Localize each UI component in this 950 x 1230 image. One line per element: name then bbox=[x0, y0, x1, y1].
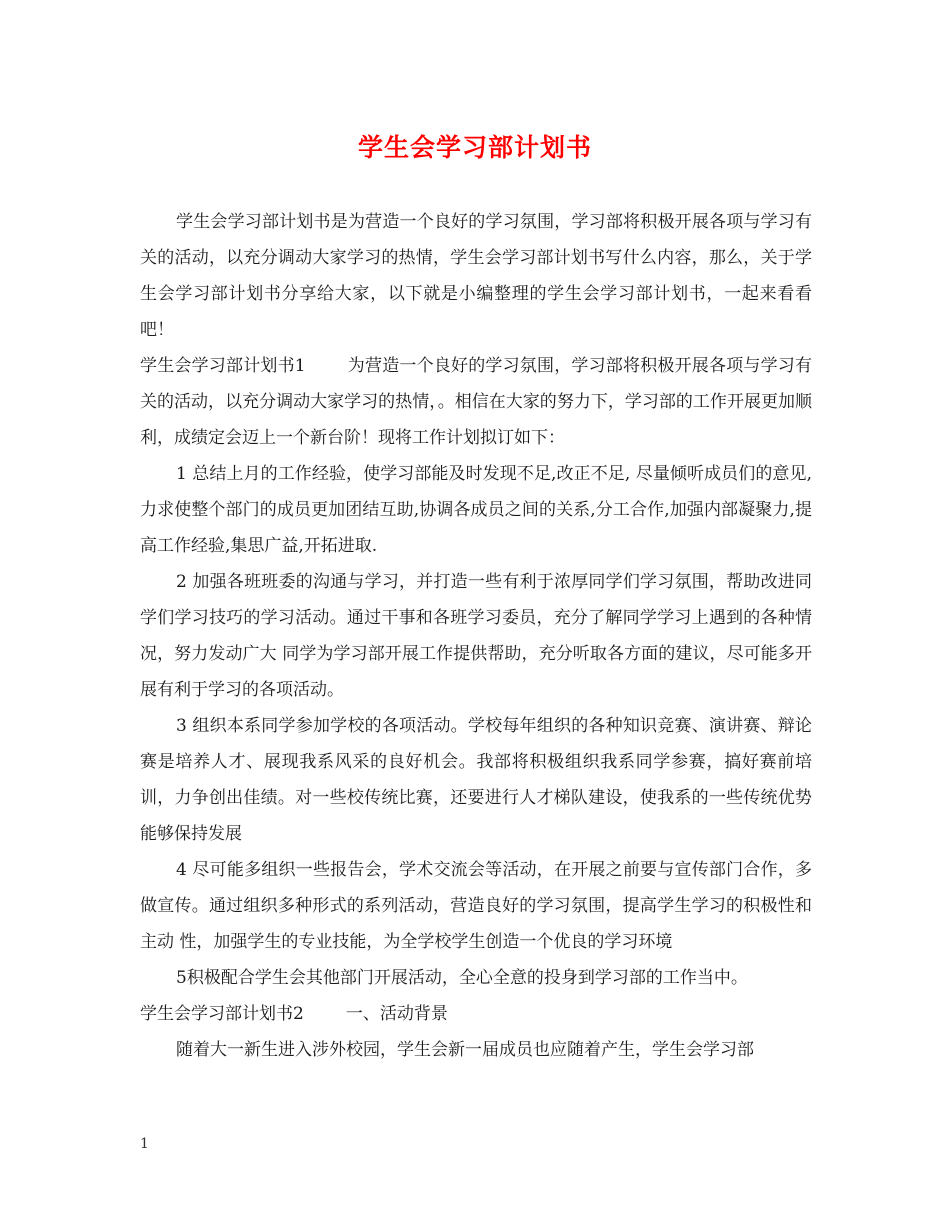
section-2-text: 一、活动背景 bbox=[345, 1004, 448, 1024]
section-2-heading: 学生会学习部计划书2 bbox=[140, 1004, 304, 1024]
section-1-text: 为营造一个良好的学习氛围，学习部将积极开展各项与学习有关的活动，以充分调动大家学习的热情，。相信在大家的努力下，学习部的工作开展更加顺利，成绩定会迈上一个新台阶！现将工作计划拟订如下： bbox=[140, 356, 812, 448]
document-title: 学生会学习部计划书 bbox=[357, 133, 592, 162]
plan-item-3: 3 组织本系同学参加学校的各项活动。学校每年组织的各种知识竞赛、演讲赛、辩论赛是培养人才、展现我系风采的良好机会。我部将积极组织我系同学参赛，搞好赛前培训，力争创出佳绩。对一些校传统比赛，还要进行人才梯队建设，使我系的一些传统优势能够保持发展 bbox=[140, 716, 812, 844]
plan-item-2: 2 加强各班班委的沟通与学习，并打造一些有利于浓厚同学们学习氛围，帮助改进同学们学习技巧的学习活动。通过干事和各班学习委员，充分了解同学学习上遇到的各种情况，努力发动广大 同学为学习部开展工作提供帮助，充分听取各方面的建议，尽可能多开展有利于学习的各项活动。 bbox=[140, 572, 812, 700]
page-number: 1 bbox=[140, 1136, 149, 1152]
document-body bbox=[140, 204, 812, 1068]
section-2-paragraph bbox=[140, 996, 812, 1032]
plan-item-5: 5积极配合学生会其他部门开展活动，全心全意的投身到学习部的工作当中。 bbox=[176, 968, 748, 988]
section-1-heading: 学生会学习部计划书1 bbox=[140, 356, 306, 376]
plan-item-4: 4 尽可能多组织一些报告会，学术交流会等活动，在开展之前要与宣传部门合作，多做宣传。通过组织多种形式的系列活动，营造良好的学习氛围，提高学生学习的积极性和主动 性，加强学生的专业技能，为全学校学生创造一个优良的学习环境 bbox=[140, 860, 812, 952]
section-1-paragraph bbox=[140, 348, 812, 456]
background-paragraph: 随着大一新生进入涉外校园，学生会新一届成员也应随着产生，学生会学习部 bbox=[176, 1040, 754, 1060]
plan-item-1: 1 总结上月的工作经验，使学习部能及时发现不足,改正不足, 尽量倾听成员们的意见,力求使整个部门的成员更加团结互助,协调各成员之间的关系,分工合作,加强内部凝聚力,提高工作经验,集思广益,开拓进取. bbox=[140, 464, 812, 556]
intro-paragraph: 学生会学习部计划书是为营造一个良好的学习氛围，学习部将积极开展各项与学习有关的活动，以充分调动大家学习的热情，学生会学习部计划书写什么内容，那么，关于学生会学习部计划书分享给大家，以下就是小编整理的学生会学习部计划书，一起来看看吧！ bbox=[140, 212, 812, 340]
